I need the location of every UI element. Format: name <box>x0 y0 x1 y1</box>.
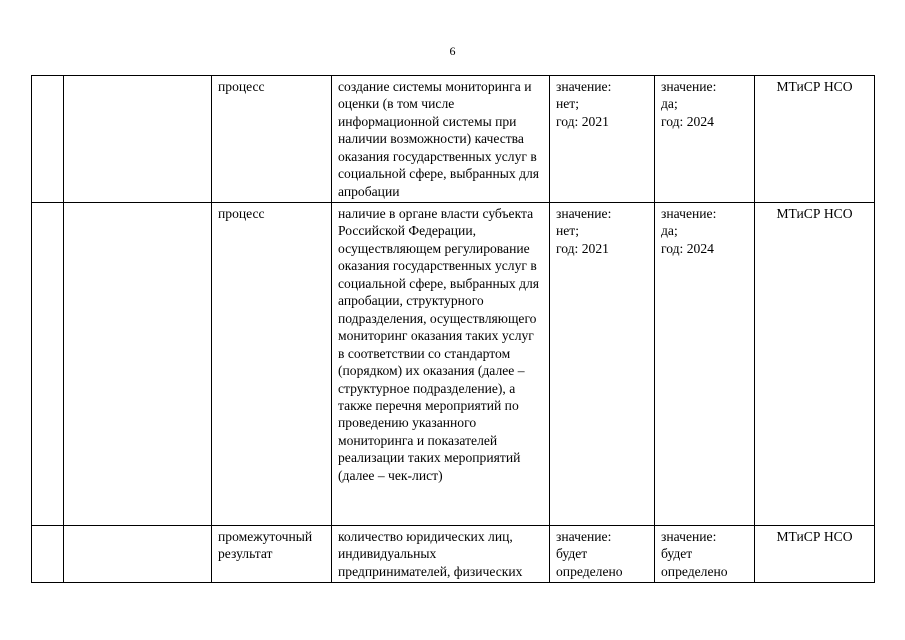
responsible-cell: МТиСР НСО <box>755 76 875 203</box>
target-value-value: да; <box>661 223 678 239</box>
table-cell-empty-2 <box>64 203 212 526</box>
indicator-type-cell <box>212 526 332 583</box>
target-value-value: будет <box>661 546 693 562</box>
target-value-label: значение: <box>661 206 717 221</box>
base-value-year: год: 2021 <box>556 113 609 129</box>
indicator-table <box>31 75 875 583</box>
base-value-cell <box>550 526 655 583</box>
table-cell-empty-1 <box>32 526 64 583</box>
target-value-label: значение: <box>661 79 717 94</box>
table-cell-empty-2 <box>64 526 212 583</box>
base-value-label: значение: <box>556 79 612 94</box>
base-value-value: нет; <box>556 96 580 112</box>
indicator-type-cell: процесс <box>212 76 332 203</box>
target-value-cell <box>655 76 755 203</box>
page-number: 6 <box>449 44 456 58</box>
table-cell-empty-1 <box>32 76 64 203</box>
responsible-cell: МТиСР НСО <box>755 203 875 526</box>
table-row <box>32 526 875 583</box>
base-value-cell <box>550 203 655 526</box>
target-value-label: значение: <box>661 529 717 544</box>
base-value-cell <box>550 76 655 203</box>
responsible-cell: МТиСР НСО <box>755 526 875 583</box>
target-value-year: год: 2024 <box>661 113 714 129</box>
base-value-label: значение: <box>556 529 612 544</box>
target-value-year: определено <box>661 563 728 579</box>
target-value-cell <box>655 203 755 526</box>
indicator-description-text: количество юридических лиц, индивидуальных предпринимателей, физических <box>338 529 523 579</box>
target-value-year: год: 2024 <box>661 240 714 256</box>
base-value-year: год: 2021 <box>556 240 609 256</box>
base-value-value: будет <box>556 546 588 562</box>
base-value-value: нет; <box>556 223 580 239</box>
indicator-type-cell: процесс <box>212 203 332 526</box>
table-row <box>32 203 875 526</box>
base-value-year: определено <box>556 563 623 579</box>
table-cell-empty-1 <box>32 203 64 526</box>
table-row <box>32 76 875 203</box>
indicator-description-cell: наличие в органе власти субъекта Российской Федерации, осуществляющем регулирование оказания государственных услуг в социальной сфере, выбранных для апробации, структурного подразделения, осуществляющего мониторинг оказания таких услуг в соответствии со стандартом (порядком) их оказания (далее – структурное подразделение), а также перечня мероприятий по проведению указанного мониторинга и показателей реализации таких мероприятий (далее – чек-лист) <box>332 203 550 526</box>
base-value-label: значение: <box>556 206 612 221</box>
target-value-value: да; <box>661 96 678 112</box>
indicator-description-cell: создание системы мониторинга и оценки (в том числе информационной системы при наличии возможности) качества оказания государственных услуг в социальной сфере, выбранных для апробации <box>332 76 550 203</box>
target-value-cell <box>655 526 755 583</box>
indicator-type-text: промежуточный результат <box>218 529 313 562</box>
table-cell-empty-2 <box>64 76 212 203</box>
indicator-description-cell <box>332 526 550 583</box>
